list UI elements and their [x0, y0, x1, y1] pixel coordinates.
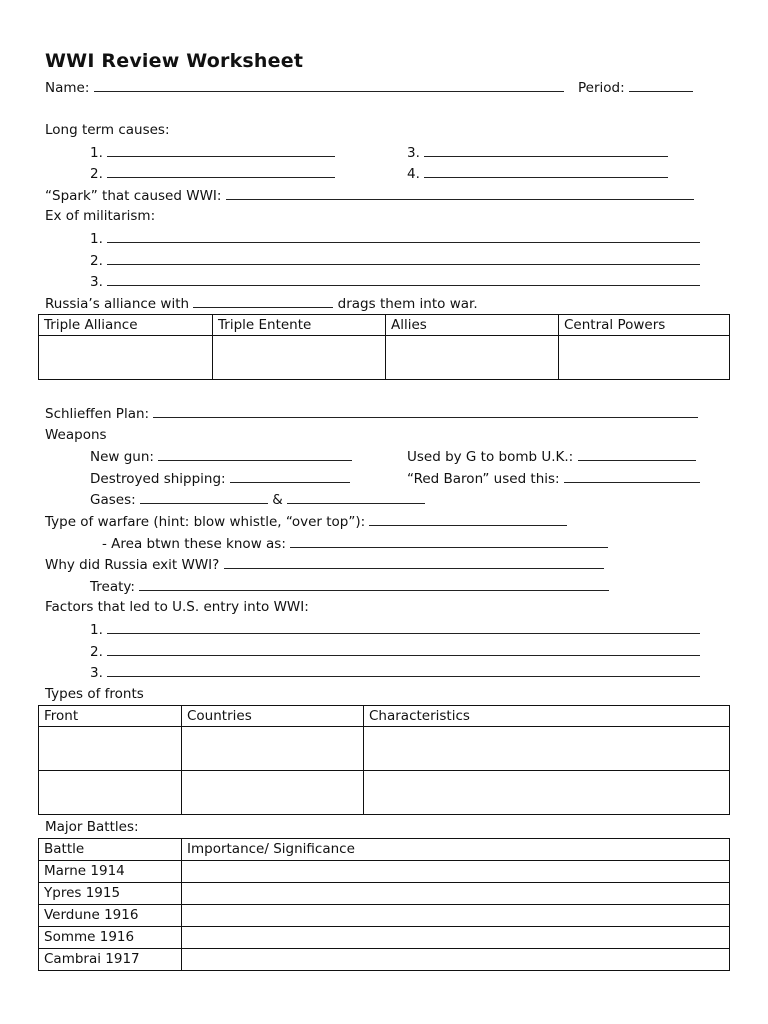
table-row	[39, 905, 730, 927]
militarism-item-1	[90, 228, 700, 248]
new-gun-label: New gun:	[90, 449, 154, 465]
alliance-header: Triple Entente	[213, 315, 386, 336]
long-term-item-4	[407, 163, 668, 183]
item-number: 3.	[90, 665, 103, 681]
shipping-label: Destroyed shipping:	[90, 471, 226, 487]
battle-name: Cambrai 1917	[39, 949, 182, 971]
schlieffen-field[interactable]	[153, 403, 698, 418]
fronts-label: Types of fronts	[45, 686, 144, 702]
item-number: 3.	[407, 145, 420, 161]
shipping-row	[90, 468, 350, 488]
long-term-label: Long term causes:	[45, 122, 170, 138]
schlieffen-row	[45, 403, 698, 423]
us-entry-item-2	[90, 641, 700, 661]
fronts-cell[interactable]	[39, 771, 182, 815]
treaty-field[interactable]	[139, 576, 609, 591]
long-term-item-3	[407, 142, 668, 162]
long-term-field-4[interactable]	[424, 163, 668, 178]
battle-name: Somme 1916	[39, 927, 182, 949]
long-term-item-2	[90, 163, 335, 183]
russia-exit-row	[45, 554, 604, 574]
fronts-answer-row	[39, 727, 730, 771]
battles-label: Major Battles:	[45, 819, 139, 835]
battles-table	[38, 838, 730, 971]
item-number: 1.	[90, 231, 103, 247]
russia-exit-label: Why did Russia exit WWI?	[45, 557, 220, 573]
russia-alliance-suffix: drags them into war.	[337, 296, 478, 312]
item-number: 2.	[90, 253, 103, 269]
fronts-cell[interactable]	[182, 727, 364, 771]
alliance-cell[interactable]	[39, 336, 213, 380]
fronts-table	[38, 705, 730, 815]
alliance-table	[38, 314, 730, 380]
area-label: - Area btwn these know as:	[102, 536, 286, 552]
item-number: 1.	[90, 622, 103, 638]
item-number: 2.	[90, 644, 103, 660]
item-number: 3.	[90, 274, 103, 290]
treaty-row	[90, 576, 609, 596]
warfare-field[interactable]	[369, 511, 567, 526]
long-term-field-3[interactable]	[424, 142, 668, 157]
us-entry-field-3[interactable]	[107, 662, 700, 677]
us-entry-field-1[interactable]	[107, 619, 700, 634]
russia-alliance-row	[45, 293, 478, 313]
russia-alliance-field[interactable]	[193, 293, 333, 308]
us-entry-field-2[interactable]	[107, 641, 700, 656]
alliance-header-row	[39, 315, 730, 336]
fronts-header: Front	[39, 706, 182, 727]
alliance-cell[interactable]	[386, 336, 559, 380]
battle-name: Verdune 1916	[39, 905, 182, 927]
table-row	[39, 883, 730, 905]
name-field[interactable]	[94, 77, 564, 92]
battles-header-row	[39, 839, 730, 861]
gases-field-1[interactable]	[140, 489, 268, 504]
spark-row	[45, 185, 694, 205]
us-entry-item-3	[90, 662, 700, 682]
alliance-header: Central Powers	[559, 315, 730, 336]
new-gun-field[interactable]	[158, 446, 352, 461]
battle-significance-cell[interactable]	[182, 883, 730, 905]
period-row	[578, 77, 693, 97]
spark-label: “Spark” that caused WWI:	[45, 188, 222, 204]
battle-significance-cell[interactable]	[182, 905, 730, 927]
militarism-item-2	[90, 250, 700, 270]
item-number: 1.	[90, 145, 103, 161]
bomb-field[interactable]	[578, 446, 696, 461]
bomb-label: Used by G to bomb U.K.:	[407, 449, 574, 465]
period-field[interactable]	[629, 77, 693, 92]
militarism-item-3	[90, 271, 700, 291]
item-number: 2.	[90, 166, 103, 182]
name-row	[45, 77, 564, 97]
alliance-cell[interactable]	[213, 336, 386, 380]
militarism-field-2[interactable]	[107, 250, 700, 265]
militarism-field-1[interactable]	[107, 228, 700, 243]
red-baron-row	[407, 468, 700, 488]
ampersand: &	[272, 492, 283, 508]
fronts-cell[interactable]	[364, 771, 730, 815]
fronts-cell[interactable]	[39, 727, 182, 771]
us-entry-label: Factors that led to U.S. entry into WWI:	[45, 599, 309, 615]
shipping-field[interactable]	[230, 468, 350, 483]
treaty-label: Treaty:	[90, 579, 135, 595]
fronts-header-row	[39, 706, 730, 727]
long-term-item-1	[90, 142, 335, 162]
battle-significance-cell[interactable]	[182, 861, 730, 883]
battle-name: Ypres 1915	[39, 883, 182, 905]
gases-label: Gases:	[90, 492, 136, 508]
period-label: Period:	[578, 80, 625, 96]
fronts-cell[interactable]	[182, 771, 364, 815]
table-row	[39, 927, 730, 949]
fronts-cell[interactable]	[364, 727, 730, 771]
us-entry-item-1	[90, 619, 700, 639]
battles-header: Importance/ Significance	[182, 839, 730, 861]
fronts-header: Characteristics	[364, 706, 730, 727]
new-gun-row	[90, 446, 352, 466]
russia-exit-field[interactable]	[224, 554, 604, 569]
weapons-label: Weapons	[45, 427, 107, 443]
item-number: 4.	[407, 166, 420, 182]
page-title: WWI Review Worksheet	[45, 50, 304, 72]
fronts-header: Countries	[182, 706, 364, 727]
battle-significance-cell[interactable]	[182, 949, 730, 971]
battle-significance-cell[interactable]	[182, 927, 730, 949]
table-row	[39, 949, 730, 971]
red-baron-label: “Red Baron” used this:	[407, 471, 560, 487]
fronts-answer-row	[39, 771, 730, 815]
alliance-header: Triple Alliance	[39, 315, 213, 336]
red-baron-field[interactable]	[564, 468, 700, 483]
warfare-row	[45, 511, 567, 531]
area-field[interactable]	[290, 533, 608, 548]
battles-header: Battle	[39, 839, 182, 861]
gases-field-2[interactable]	[287, 489, 425, 504]
table-row	[39, 861, 730, 883]
warfare-label: Type of warfare (hint: blow whistle, “over top”):	[45, 514, 366, 530]
russia-alliance-prefix: Russia’s alliance with	[45, 296, 190, 312]
battle-name: Marne 1914	[39, 861, 182, 883]
name-label: Name:	[45, 80, 90, 96]
spark-field[interactable]	[226, 185, 694, 200]
militarism-field-3[interactable]	[107, 271, 700, 286]
bomb-row	[407, 446, 696, 466]
alliance-header: Allies	[386, 315, 559, 336]
schlieffen-label: Schlieffen Plan:	[45, 406, 150, 422]
gases-row	[90, 489, 425, 509]
alliance-cell[interactable]	[559, 336, 730, 380]
area-row	[102, 533, 608, 553]
long-term-field-1[interactable]	[107, 142, 335, 157]
alliance-answer-row	[39, 336, 730, 380]
long-term-field-2[interactable]	[107, 163, 335, 178]
militarism-label: Ex of militarism:	[45, 208, 156, 224]
